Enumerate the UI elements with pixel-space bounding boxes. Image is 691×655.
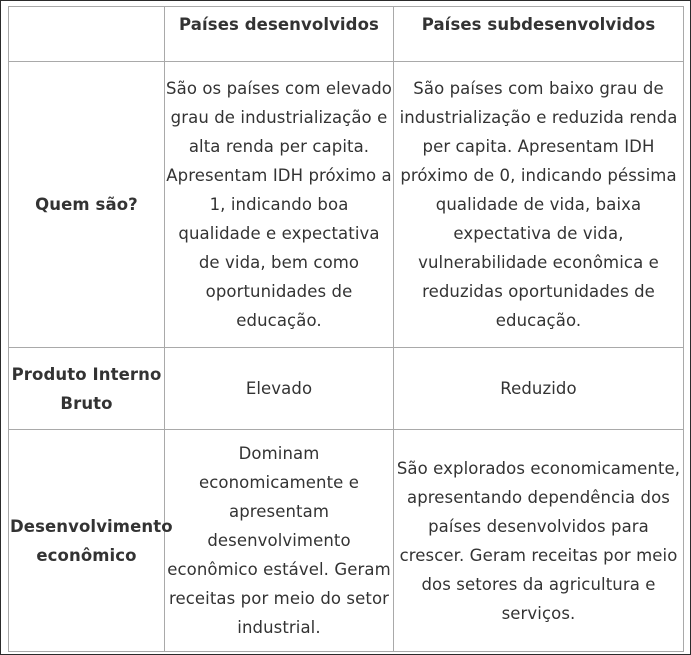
table-header-row <box>9 7 684 62</box>
row-label-economic-development: Desenvolvimento econômico <box>9 430 165 652</box>
table-row-economic-development <box>9 430 684 652</box>
header-underdeveloped-countries: Países subdesenvolvidos <box>394 7 684 62</box>
header-developed-countries: Países desenvolvidos <box>165 7 394 62</box>
cell-underdeveloped-economic-development: São explorados economicamente, apresentando dependência dos países desenvolvidos para crescer. Geram receitas por meio dos setores da agricultura e serviços. <box>394 430 684 652</box>
header-cell-empty <box>9 7 165 62</box>
cell-underdeveloped-who-are-they: São países com baixo grau de industrialização e reduzida renda per capita. Apresentam IDH próximo de 0, indicando péssima qualidade de vida, baixa expectativa de vida, vulnerabilidade econômica e reduzidas oportunidades de educação. <box>394 62 684 348</box>
cell-developed-who-are-they: São os países com elevado grau de industrialização e alta renda per capita. Apresentam IDH próximo a 1, indicando boa qualidade e expectativa de vida, bem como oportunidades de educação. <box>165 62 394 348</box>
comparison-table <box>8 6 684 652</box>
cell-developed-gdp: Elevado <box>165 348 394 430</box>
cell-developed-economic-development: Dominam economicamente e apresentam desenvolvimento econômico estável. Geram receitas por meio do setor industrial. <box>165 430 394 652</box>
table-row-gdp <box>9 348 684 430</box>
row-label-gdp: Produto Interno Bruto <box>9 348 165 430</box>
cell-underdeveloped-gdp: Reduzido <box>394 348 684 430</box>
table-row-who-are-they <box>9 62 684 348</box>
row-label-who-are-they: Quem são? <box>9 62 165 348</box>
